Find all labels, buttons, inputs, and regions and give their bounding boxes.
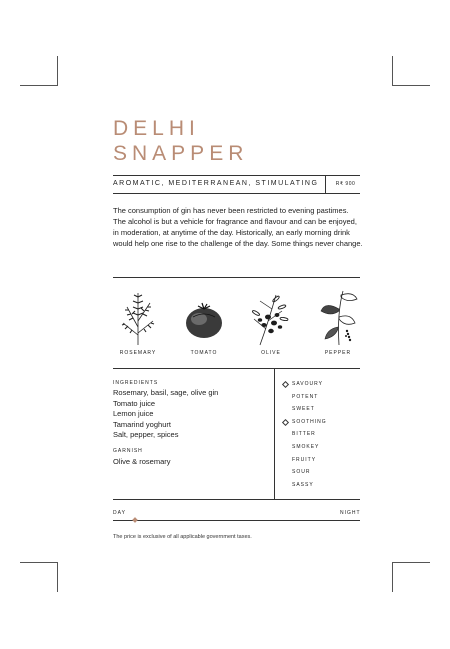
flavour-item (282, 454, 327, 467)
garnish-heading: GARNISH (113, 448, 143, 454)
flavour-label: SWEET (292, 406, 315, 413)
flavour-label: SOOTHING (292, 418, 327, 425)
botanical-label: PEPPER (324, 350, 352, 356)
garnish-text: Olive & rosemary (113, 457, 171, 466)
crop-mark (20, 85, 58, 86)
flavour-label: BITTER (292, 431, 316, 438)
flavour-label: FRUITY (292, 456, 317, 463)
flavour-label: SOUR (292, 469, 311, 476)
price-divider (325, 175, 326, 193)
crop-mark (392, 562, 393, 592)
selected-marker-icon (282, 419, 289, 426)
crop-mark (392, 56, 393, 86)
crop-mark (20, 562, 58, 563)
flavour-item (282, 391, 327, 404)
crop-mark (57, 562, 58, 592)
crop-mark (57, 56, 58, 86)
pepper-illustration (313, 287, 363, 347)
flavour-item (282, 441, 327, 454)
day-label: DAY (113, 510, 126, 516)
olive-illustration (246, 287, 296, 347)
ingredient-item: Lemon juice (113, 409, 154, 418)
flavour-item (282, 428, 327, 441)
flavour-item (282, 416, 327, 429)
botanical-olive (246, 287, 296, 356)
selected-marker-icon (282, 381, 289, 388)
botanical-tomato (179, 287, 229, 356)
ingredient-item: Salt, pepper, spices (113, 430, 179, 439)
ingredient-item: Tamarind yoghurt (113, 419, 171, 429)
botanical-label: TOMATO (190, 350, 218, 356)
botanicals-row (113, 287, 360, 362)
details-top-rule (113, 368, 360, 369)
rosemary-illustration (113, 287, 163, 347)
tagline: AROMATIC, MEDITERRANEAN, STIMULATING (113, 180, 319, 187)
ingredient-item: Tomato juice (113, 398, 156, 408)
flavour-label: SAVOURY (292, 381, 323, 387)
ingredient-item: Rosemary, basil, sage, olive gin (113, 388, 219, 397)
tax-footnote: The price is exclusive of all applicable government taxes. (113, 534, 252, 540)
description: The consumption of gin has never been restricted to evening pastimes. The alcohol is but a vehicle for fragrance and flavour and can be enjoyed, in moderation, at anytime of the day. Historically, an early morning drink would help one rise to the challenge of the day. Some things never change. (113, 206, 363, 248)
details-divider (274, 368, 275, 499)
details-bottom-rule (113, 499, 360, 500)
flavour-item (282, 378, 327, 391)
flavour-item (282, 479, 327, 492)
botanical-pepper (313, 287, 363, 356)
flavour-label: SMOKEY (292, 443, 320, 450)
botanical-label: OLIVE (261, 350, 281, 356)
drink-title (113, 116, 248, 166)
ingredients-list (113, 388, 218, 441)
flavour-item (282, 403, 327, 416)
botanical-rosemary (113, 287, 163, 356)
ingredients-heading: INGREDIENTS (113, 380, 159, 386)
drink-title-line: SNAPPER (113, 142, 249, 165)
flavour-label: SASSY (292, 481, 314, 488)
drink-title-line: DELHI (113, 117, 200, 140)
time-of-day-marker-icon (132, 517, 138, 523)
price: R₹ 900 (335, 181, 356, 187)
botanicals-top-rule (113, 277, 360, 278)
flavour-label: POTENT (292, 393, 319, 400)
crop-mark (392, 562, 430, 563)
time-of-day-scale (113, 520, 360, 521)
tagline-bottom-rule (113, 193, 360, 194)
crop-mark (392, 85, 430, 86)
night-label: NIGHT (340, 510, 361, 516)
botanical-label: ROSEMARY (119, 350, 157, 356)
flavour-list (282, 378, 327, 491)
tomato-illustration (179, 287, 229, 347)
tagline-top-rule (113, 175, 360, 176)
flavour-item (282, 466, 327, 479)
